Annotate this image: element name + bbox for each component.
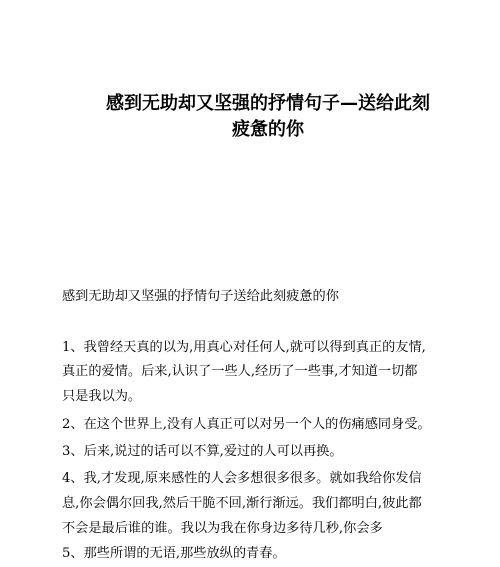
- paragraph-line: 3、后来,说过的话可以不算,爱过的人可以再换。: [62, 444, 343, 459]
- paragraph-line: 4、我,才发现,原来感性的人会多想很多很多。就如我给你发信: [62, 471, 422, 486]
- paragraph-line: 真正的爱情。后来,认识了一些人,经历了一些事,才知道一切都: [62, 364, 418, 379]
- document-title-line-2: 疲惫的你: [232, 119, 304, 140]
- paragraph-line: 息,你会偶尔回我,然后干脆不回,渐行渐远。我们都明白,彼此都: [62, 496, 422, 511]
- paragraph-line: 只是我以为。: [62, 389, 142, 404]
- paragraph-line: 5、那些所谓的无语,那些放纵的青春。: [62, 546, 286, 561]
- paragraph-line: 1、我曾经天真的以为,用真心对任何人,就可以得到真正的友情,: [62, 340, 426, 355]
- document-title-line-1: 感到无助却又坚强的抒情句子—送给此刻: [106, 93, 430, 114]
- paragraph-line: 不会是最后谁的谁。我以为我在你身边多待几秒,你会多: [62, 521, 383, 536]
- document-subtitle: 感到无助却又坚强的抒情句子送给此刻疲惫的你: [62, 289, 339, 304]
- paragraph-line: 2、在这个世界上,没有人真正可以对另一个人的伤痛感同身受。: [62, 417, 431, 432]
